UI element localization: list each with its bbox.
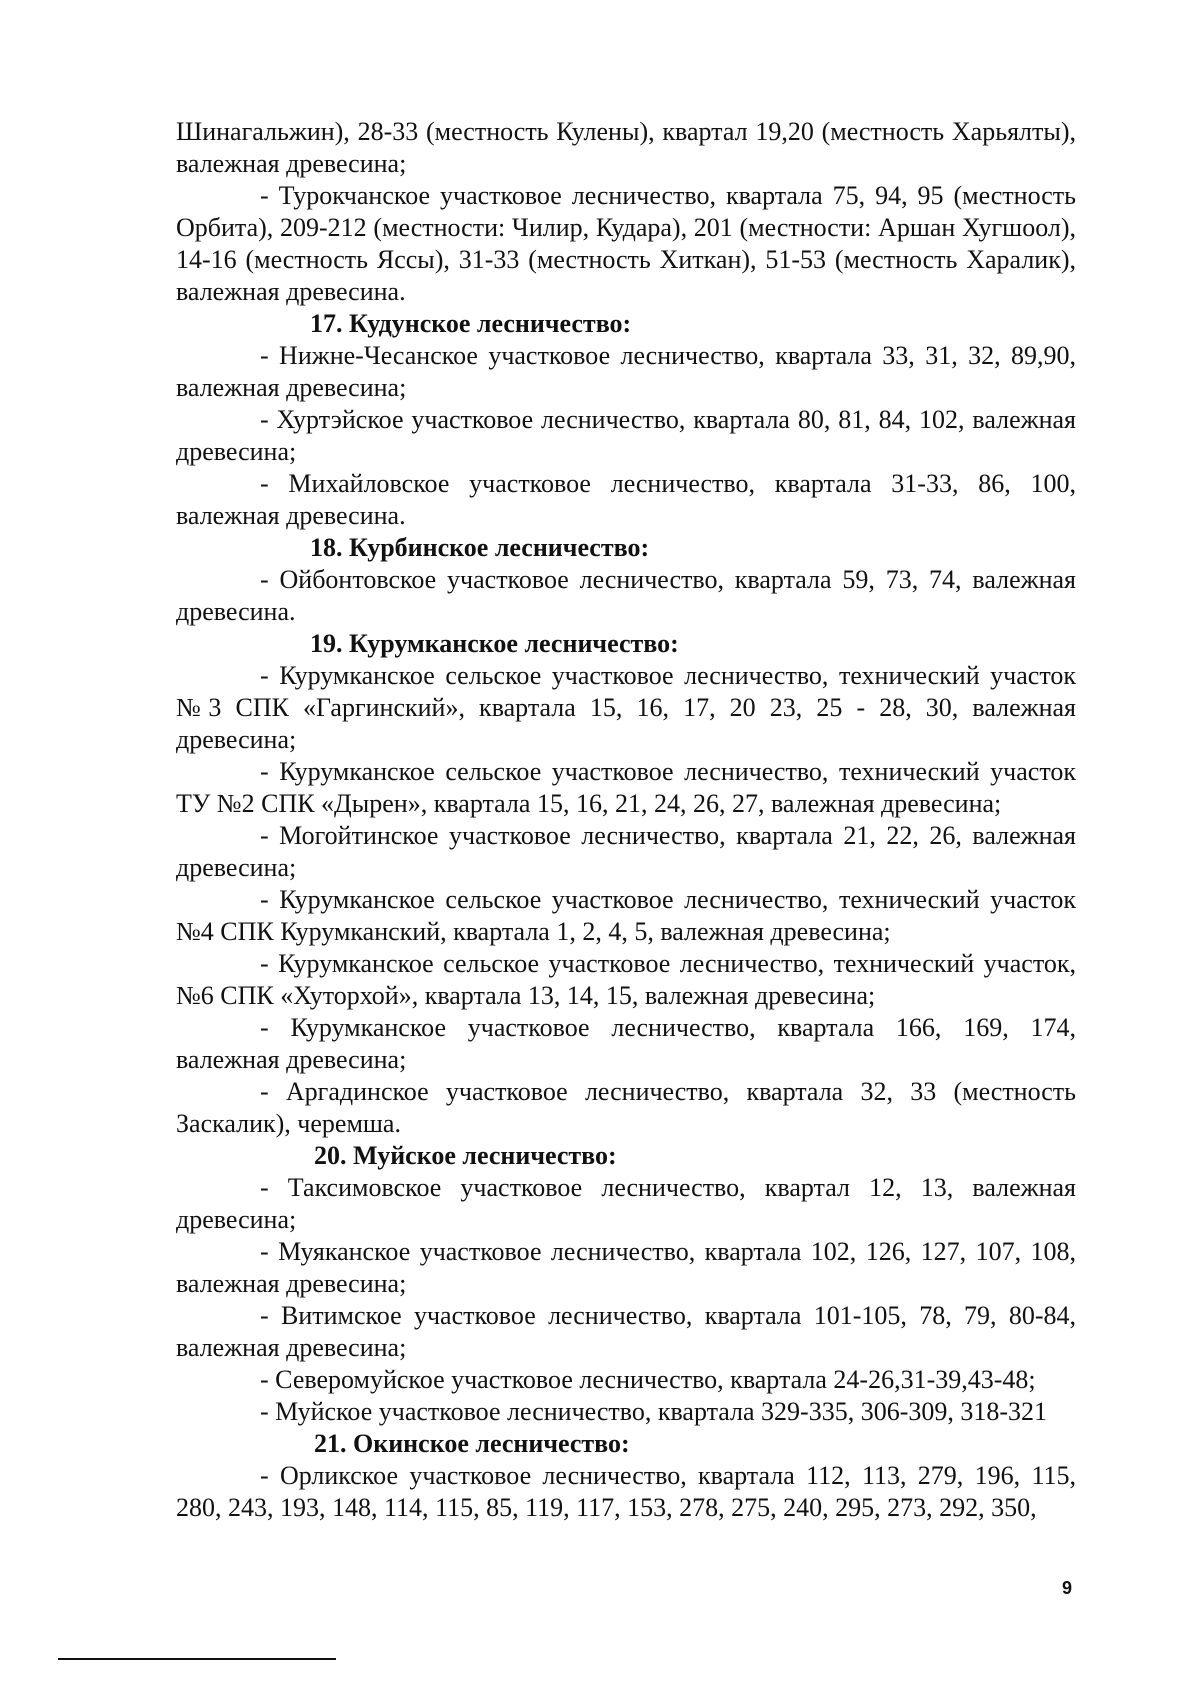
heading-muyskoe: 20. Муйское лесничество:: [314, 1141, 617, 1170]
page-number: 9: [1062, 1578, 1073, 1598]
paragraph-kurumkanskoe-uchastkovoe: - Курумканское участковое лесничество, квартала 166, 169, 174, валежная древесина;: [176, 1013, 1076, 1074]
paragraph-kurumkan-spk: - Курумканское сельское участковое лесничество, технический участок №4 СПК Курумканский, квартала 1, 2, 4, 5, валежная древесина;: [176, 885, 1076, 946]
heading-kudunskoe: 17. Кудунское лесничество:: [310, 309, 632, 338]
heading-okinskoe: 21. Окинское лесничество:: [314, 1429, 630, 1458]
paragraph-nizhne-chesanskoe: - Нижне-Чесанское участковое лесничество, квартала 33, 31, 32, 89,90, валежная древесина;: [176, 341, 1076, 402]
paragraph-argadinskoe: - Аргадинское участковое лесничество, квартала 32, 33 (местность Заскалик), черемша.: [176, 1077, 1076, 1138]
paragraph-vitimskoe: - Витимское участковое лесничество, квартала 101-105, 78, 79, 80-84, валежная древесина;: [176, 1301, 1076, 1362]
paragraph-taksimovskoe: - Таксимовское участковое лесничество, квартал 12, 13, валежная древесина;: [176, 1173, 1076, 1234]
paragraph-continuation: Шинагальжин), 28-33 (местность Кулены), квартал 19,20 (местность Харьялты), валежная древесина;: [176, 117, 1076, 178]
paragraph-mogoytinskoe: - Могойтинское участковое лесничество, квартала 21, 22, 26, валежная древесина;: [176, 821, 1076, 882]
paragraph-kurumkan-garginsky: - Курумканское сельское участковое лесничество, технический участок №3 СПК «Гаргинский», квартала 15, 16, 17, 20 23, 25 - 28, 30, валежная древесина;: [176, 661, 1076, 754]
paragraph-orlikskoe: - Орликское участковое лесничество, квартала 112, 113, 279, 196, 115, 280, 243, 193, 148, 114, 115, 85, 119, 117, 153, 278, 275, 240, 295, 273, 292, 350,: [176, 1461, 1076, 1522]
paragraph-kurumkan-khutorkhoy: - Курумканское сельское участковое лесничество, технический участок, №6 СПК «Хуторхой», квартала 13, 14, 15, валежная древесина;: [176, 949, 1076, 1010]
document-body: [176, 116, 1076, 1524]
heading-kurbinskoe: 18. Курбинское лесничество:: [310, 533, 650, 562]
paragraph-kurumkan-dyren: - Курумканское сельское участковое лесничество, технический участок ТУ №2 СПК «Дырен», квартала 15, 16, 21, 24, 26, 27, валежная древесина;: [176, 757, 1076, 818]
paragraph-severomuyskoe: - Северомуйское участковое лесничество, квартала 24-26,31-39,43-48;: [260, 1365, 1036, 1394]
paragraph-muyskoe-uchastkovoe: - Муйское участковое лесничество, квартала 329-335, 306-309, 318-321: [260, 1397, 1048, 1426]
paragraph-mikhaylovskoe: - Михайловское участковое лесничество, квартала 31-33, 86, 100, валежная древесина.: [176, 469, 1076, 530]
footnote-separator: [58, 1658, 336, 1660]
paragraph-khurteyskoe: - Хуртэйское участковое лесничество, квартала 80, 81, 84, 102, валежная древесина;: [176, 405, 1076, 466]
heading-kurumkanskoe: 19. Курумканское лесничество:: [310, 629, 679, 658]
paragraph-turokchanskoe: - Турокчанское участковое лесничество, квартала 75, 94, 95 (местность Орбита), 209-212 (местности: Чилир, Кудара), 201 (местности: Аршан Хугшоол), 14-16 (местность Яссы), 31-33 (местность Хиткан), 51-53 (местность Харалик), валежная древесина.: [176, 181, 1076, 306]
paragraph-oybontovskoe: - Ойбонтовское участковое лесничество, квартала 59, 73, 74, валежная древесина.: [176, 565, 1076, 626]
paragraph-muyakanskoe: - Муяканское участковое лесничество, квартала 102, 126, 127, 107, 108, валежная древесина;: [176, 1237, 1076, 1298]
